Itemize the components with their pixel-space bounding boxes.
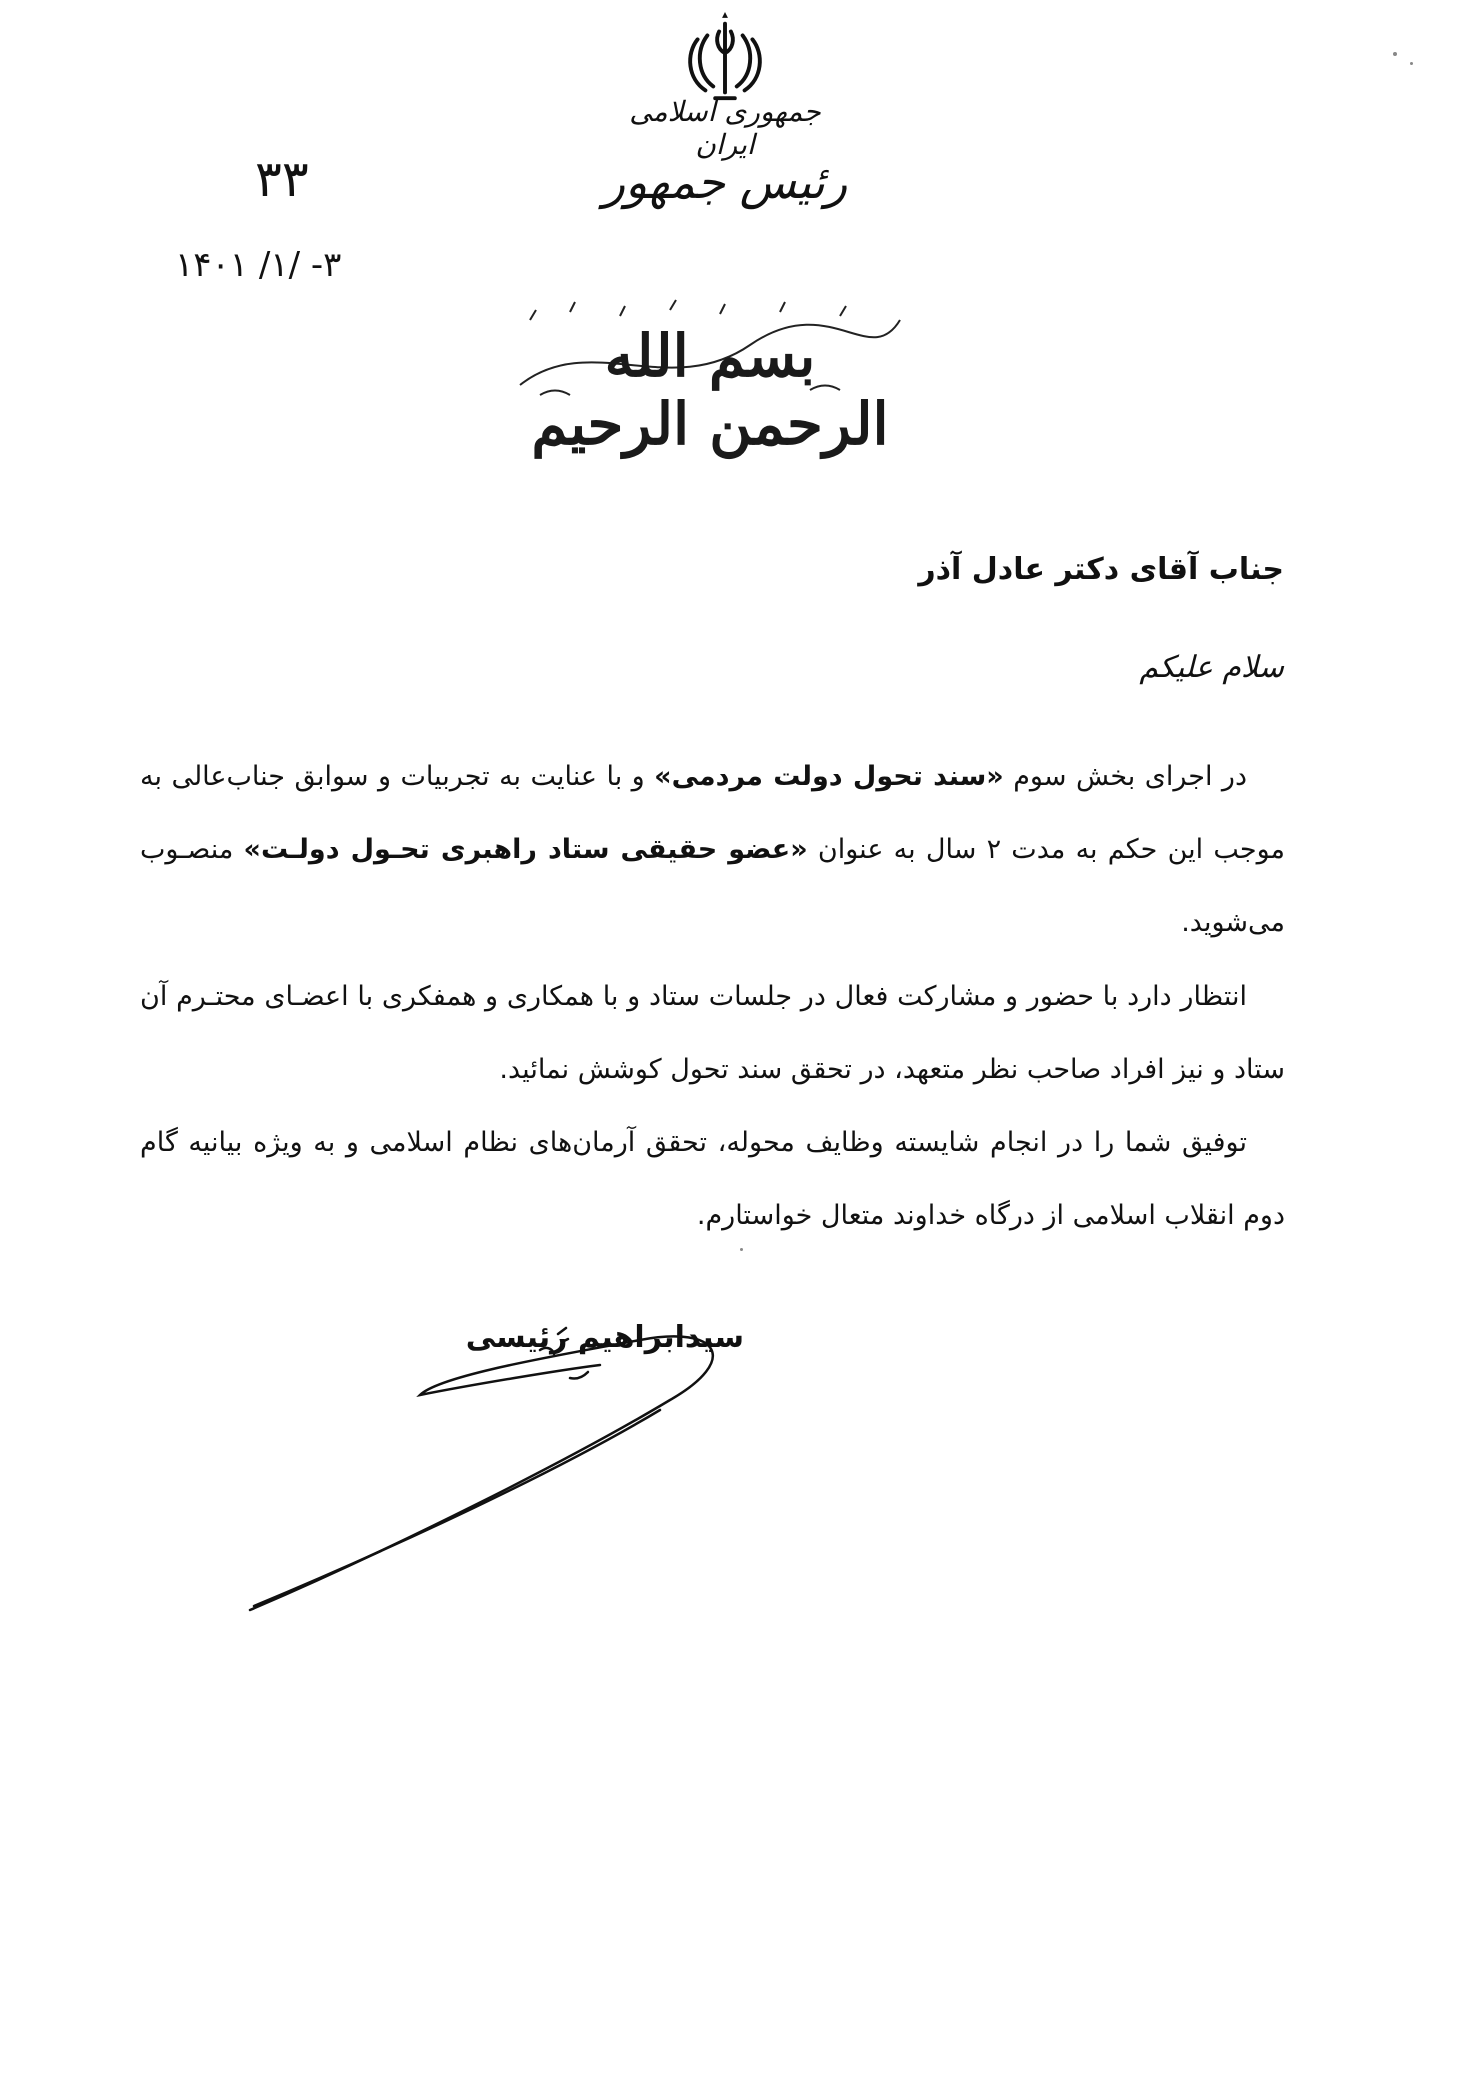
paragraph-expectation: [140, 960, 1285, 1106]
scan-speck: [1393, 52, 1397, 56]
p1-text-c: و با عنایت به تجربیات و سوابق جناب‌عالی به موجب این حکم به مدت ۲ سال به عنوان: [140, 761, 1285, 865]
p2-text: انتظار دارد با حضور و مشارکت فعال در جلسات ستاد و با همکاری و همفکری با اعضـای محتـرم آن ستاد و نیز افراد صاحب نظر متعهد، در تحقق سند تحول کوشش نمائید.: [140, 981, 1285, 1085]
addressee: جناب آقای دکتر عادل آذر: [918, 552, 1284, 587]
office-title: رئیس جمهور: [602, 155, 848, 209]
p3-text: توفیق شما را در انجام شایسته وظایف محوله، تحقق آرمان‌های نظام اسلامی و به ویژه بیانیه گام دوم انقلاب اسلامی از درگاه خداوند متعال خواستارم.: [140, 1127, 1285, 1231]
document-title-quote: «سند تحول دولت مردمی»: [654, 761, 1004, 792]
greeting: سلام علیکم: [1139, 650, 1284, 685]
p1-text-e: منصـوب می‌شوید.: [140, 834, 1285, 938]
letter-date: ۱۴۰۱ /۱/ -۳: [175, 245, 342, 285]
scan-speck: [740, 1248, 743, 1251]
organization-name: جمهوری اسلامی ایران: [629, 95, 821, 161]
p1-text-a: در اجرای بخش سوم: [1003, 761, 1247, 792]
position-title-quote: «عضو حقیقی ستاد راهبری تحـول دولـت»: [243, 834, 808, 865]
letter-number: ۳۳: [255, 150, 309, 208]
handwritten-signature: [240, 1320, 760, 1620]
paragraph-appointment: [140, 740, 1285, 959]
national-emblem-icon: [676, 10, 774, 108]
scan-speck: [1410, 62, 1413, 65]
paragraph-closing: [140, 1106, 1285, 1252]
basmala: بسم الله الرحمن الرحیم: [531, 322, 889, 458]
signer-name: سیدابراهیم رئیسی: [465, 1320, 744, 1355]
